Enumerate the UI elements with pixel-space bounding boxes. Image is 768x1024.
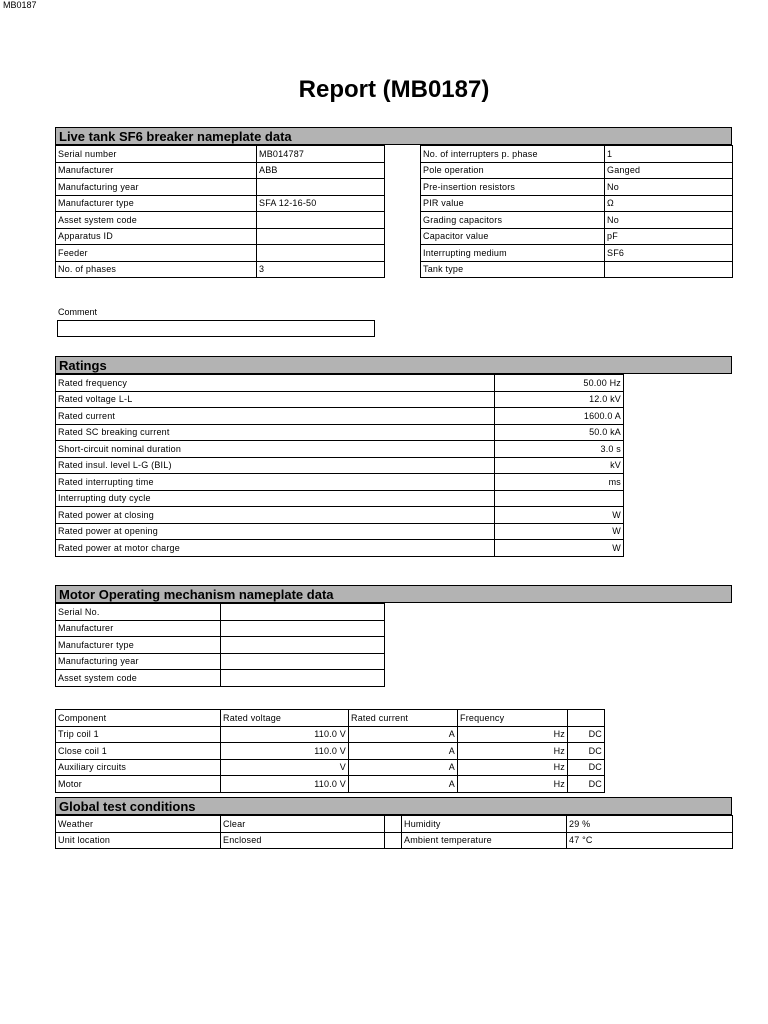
component-type[interactable]: DC	[568, 726, 605, 743]
table-row	[421, 212, 733, 229]
field-value[interactable]	[605, 261, 733, 278]
field-value[interactable]: ABB	[257, 162, 385, 179]
field-label: Manufacturer	[56, 620, 221, 637]
components-table	[55, 709, 605, 793]
field-value[interactable]	[257, 228, 385, 245]
component-name: Auxiliary circuits	[56, 759, 221, 776]
field-label: Serial No.	[56, 604, 221, 621]
column-header: Rated current	[349, 710, 458, 727]
global-conditions-table	[55, 815, 733, 849]
table-row	[56, 726, 605, 743]
table-row	[421, 146, 733, 163]
rating-label: Rated current	[56, 408, 495, 425]
column-header: Component	[56, 710, 221, 727]
rating-value[interactable]: W	[495, 540, 624, 557]
field-label: Tank type	[421, 261, 605, 278]
field-value[interactable]	[221, 637, 385, 654]
rating-value[interactable]: 3.0 s	[495, 441, 624, 458]
table-row	[56, 816, 733, 833]
field-label: No. of interrupters p. phase	[421, 146, 605, 163]
table-row	[56, 179, 385, 196]
rating-label: Rated power at motor charge	[56, 540, 495, 557]
field-value[interactable]: Ω	[605, 195, 733, 212]
field-value[interactable]	[257, 245, 385, 262]
table-row	[56, 424, 624, 441]
field-label: Pole operation	[421, 162, 605, 179]
condition-label: Humidity	[402, 816, 567, 833]
table-row	[56, 759, 605, 776]
field-value[interactable]: SF6	[605, 245, 733, 262]
condition-label: Ambient temperature	[402, 832, 567, 849]
ratings-table	[55, 374, 624, 557]
rating-label: Rated frequency	[56, 375, 495, 392]
table-row	[56, 490, 624, 507]
rating-value[interactable]: 1600.0 A	[495, 408, 624, 425]
table-row	[56, 245, 385, 262]
table-row	[56, 228, 385, 245]
table-row	[56, 391, 624, 408]
field-value[interactable]: No	[605, 179, 733, 196]
table-row	[421, 162, 733, 179]
rating-label: Rated power at opening	[56, 523, 495, 540]
field-label: Asset system code	[56, 670, 221, 687]
rating-label: Rated insul. level L-G (BIL)	[56, 457, 495, 474]
table-row	[56, 832, 733, 849]
table-row	[56, 457, 624, 474]
component-voltage[interactable]: 110.0 V	[221, 776, 349, 793]
field-label: PIR value	[421, 195, 605, 212]
table-row	[56, 408, 624, 425]
component-voltage[interactable]: V	[221, 759, 349, 776]
component-current[interactable]: A	[349, 743, 458, 760]
rating-label: Rated interrupting time	[56, 474, 495, 491]
motor-section-heading: Motor Operating mechanism nameplate data	[55, 585, 732, 603]
motor-table	[55, 603, 385, 687]
table-row	[421, 261, 733, 278]
rating-value[interactable]: ms	[495, 474, 624, 491]
table-header-row	[56, 710, 605, 727]
rating-value[interactable]: W	[495, 507, 624, 524]
column-header: Rated voltage	[221, 710, 349, 727]
field-label: Serial number	[56, 146, 257, 163]
table-row	[56, 523, 624, 540]
condition-value[interactable]: Clear	[221, 816, 385, 833]
table-row	[56, 441, 624, 458]
field-label: Pre-insertion resistors	[421, 179, 605, 196]
field-value[interactable]: pF	[605, 228, 733, 245]
component-voltage[interactable]: 110.0 V	[221, 726, 349, 743]
field-label: Apparatus ID	[56, 228, 257, 245]
table-row	[56, 653, 385, 670]
field-label: Manufacturer type	[56, 195, 257, 212]
condition-label: Unit location	[56, 832, 221, 849]
table-row	[421, 245, 733, 262]
page-title: Report (MB0187)	[298, 76, 490, 103]
rating-value[interactable]: W	[495, 523, 624, 540]
field-label: No. of phases	[56, 261, 257, 278]
field-value[interactable]: SFA 12-16-50	[257, 195, 385, 212]
field-value[interactable]	[257, 179, 385, 196]
field-label: Interrupting medium	[421, 245, 605, 262]
rating-label: Rated voltage L-L	[56, 391, 495, 408]
component-name: Trip coil 1	[56, 726, 221, 743]
rating-value[interactable]: 50.00 Hz	[495, 375, 624, 392]
comment-label: Comment	[58, 307, 98, 317]
table-row	[56, 776, 605, 793]
table-row	[421, 228, 733, 245]
rating-value[interactable]: kV	[495, 457, 624, 474]
rating-label: Interrupting duty cycle	[56, 490, 495, 507]
table-row	[421, 195, 733, 212]
rating-value[interactable]: 50.0 kA	[495, 424, 624, 441]
field-label: Manufacturer	[56, 162, 257, 179]
table-row	[56, 637, 385, 654]
field-value[interactable]: No	[605, 212, 733, 229]
comment-field[interactable]	[57, 320, 375, 337]
component-name: Motor	[56, 776, 221, 793]
spacer-cell	[385, 816, 402, 833]
table-row	[56, 261, 385, 278]
field-value[interactable]	[221, 620, 385, 637]
table-row	[56, 540, 624, 557]
column-header: Frequency	[458, 710, 568, 727]
global-section-heading: Global test conditions	[55, 797, 732, 815]
field-value[interactable]: 3	[257, 261, 385, 278]
rating-label: Short-circuit nominal duration	[56, 441, 495, 458]
component-type[interactable]: DC	[568, 743, 605, 760]
table-row	[56, 212, 385, 229]
table-row	[56, 375, 624, 392]
field-value[interactable]	[221, 670, 385, 687]
condition-value[interactable]: Enclosed	[221, 832, 385, 849]
field-label: Manufacturing year	[56, 179, 257, 196]
component-frequency[interactable]: Hz	[458, 743, 568, 760]
field-value[interactable]: 1	[605, 146, 733, 163]
report-id-corner: MB0187	[3, 0, 37, 10]
field-label: Capacitor value	[421, 228, 605, 245]
component-frequency[interactable]: Hz	[458, 759, 568, 776]
rating-value[interactable]: 12.0 kV	[495, 391, 624, 408]
table-row	[56, 507, 624, 524]
component-name: Close coil 1	[56, 743, 221, 760]
condition-value[interactable]: 29 %	[567, 816, 733, 833]
field-value[interactable]: Ganged	[605, 162, 733, 179]
component-type[interactable]: DC	[568, 776, 605, 793]
table-row	[56, 162, 385, 179]
component-current[interactable]: A	[349, 726, 458, 743]
breaker-left-table	[55, 145, 385, 278]
field-value[interactable]	[221, 653, 385, 670]
ratings-section-heading: Ratings	[55, 356, 732, 374]
table-row	[56, 743, 605, 760]
table-row	[56, 195, 385, 212]
column-header	[568, 710, 605, 727]
condition-label: Weather	[56, 816, 221, 833]
field-value[interactable]	[221, 604, 385, 621]
table-row	[56, 670, 385, 687]
field-label: Manufacturing year	[56, 653, 221, 670]
table-row	[421, 179, 733, 196]
field-label: Manufacturer type	[56, 637, 221, 654]
component-current[interactable]: A	[349, 759, 458, 776]
rating-label: Rated power at closing	[56, 507, 495, 524]
rating-label: Rated SC breaking current	[56, 424, 495, 441]
field-label: Feeder	[56, 245, 257, 262]
condition-value[interactable]: 47 °C	[567, 832, 733, 849]
spacer-cell	[385, 832, 402, 849]
field-value[interactable]: MB014787	[257, 146, 385, 163]
component-frequency[interactable]: Hz	[458, 776, 568, 793]
field-value[interactable]	[257, 212, 385, 229]
field-label: Asset system code	[56, 212, 257, 229]
table-row	[56, 146, 385, 163]
component-type[interactable]: DC	[568, 759, 605, 776]
component-current[interactable]: A	[349, 776, 458, 793]
table-row	[56, 620, 385, 637]
breaker-section-heading: Live tank SF6 breaker nameplate data	[55, 127, 732, 145]
rating-value[interactable]	[495, 490, 624, 507]
table-row	[56, 474, 624, 491]
component-frequency[interactable]: Hz	[458, 726, 568, 743]
component-voltage[interactable]: 110.0 V	[221, 743, 349, 760]
breaker-right-table	[420, 145, 733, 278]
field-label: Grading capacitors	[421, 212, 605, 229]
table-row	[56, 604, 385, 621]
